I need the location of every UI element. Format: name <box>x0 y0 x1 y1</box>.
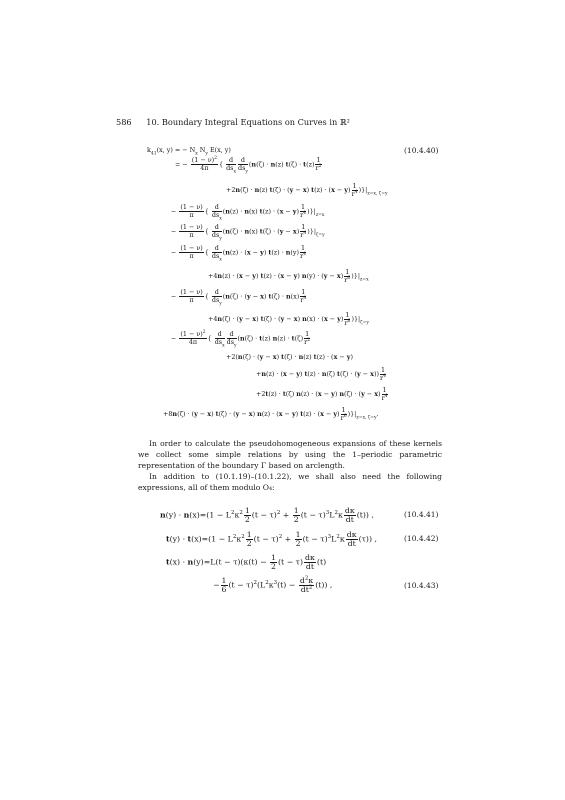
book-page: 586 10. Boundary Integral Equations on Curves in ℝ² $k_{41}(x$, y) = − $N_x$ $N_y$ E(x, y) (10.4.40) = − $\frac{(1 - \nu)^2}{4\pi}$ { $\frac{d}{ds_x}$ $\frac{d}{ds_y}$ (n(ζ) · n(z) t(ζ) · t(z) $\frac{1}{r^2}$ +2n(ζ) · n(z) t(ζ) · (y − x) t(z) · (x − y) $\frac{1}{r^4}$ )}$|_{z=x, \zeta=y}$ − $\frac{(1 - \nu)}{\pi}$ { $\frac{d}{ds_x}$ (n(z) · n(x) t(z) · (x − y) $\frac{1}{r^4}$ )}$|_{z=x}$ − $\frac{(1 - \nu)}{\pi}$ { $\frac{d}{ds_y}$ (n(ζ) · n(x) t(ζ) · (y − x) $\frac{1}{r^4}$ )}$|_{\zeta=y}$ − $\frac{(1 - \nu)}{\pi}$ { $\frac{d}{ds_x}$ (n(z) · (x − y) t(z) · n(y) $\frac{1}{r^4}$ +4n(z) · (x − y) t(z) · (x − y) n(y) · (y − x) $\frac{1}{r^6}$ )}$|_{z=x}$ − $\frac{(1 - \nu)}{\pi}$ { $\frac{d}{ds_y}$ (n(ζ) · (y − x) t(ζ) · n(x) $\frac{1}{r^4}$ +4n(ζ) · (y − x) t(ζ) · (y − x) n(x) · (x − y) $\frac{1}{r^6}$ )}$|_{\zeta=y}$ − $\frac{(1 - \nu)^2}{4\pi}$ { $\frac{d}{ds_x}$ $\frac{d}{ds_y}$ (n(ζ) · t(z) n(z) · t(ζ) $\frac{1}{r^2}$ +2(n(ζ) · (y − x) t(ζ) · n(z) t(z) · (x − y) +n(z) · (x − y) t(z) · n(ζ) t(ζ) · (y − x)) $\frac{1}{r^4}$ +2t(z) · t(ζ) n(z) · (x − y) n(ζ) · (y − x) $\frac{1}{r^4}$ +8n(ζ) · (y − x) t(ζ) · (y − x) n(z) · (x − y) t(z) · (x − y) $\frac{1}{r^6}$ )}$|_{z=x, \zeta=y}$. In order to calculate the pseudohomogeneous expansions of these kernels we collect some simple relations by using the 1–periodic parametric representation of the boundary Γ based on arclength. In addition to (10.1.19)–(10.1.22), we shall also need the following expressions, all of them modulo O₄: $n(y) \cdot n(x)=(1 - L^2\kappa^2$ $\frac{1}{2}$ $(t - \tau)^2$ + $\frac{1}{2}$ $(t - \tau)^3L^2\kappa$ $\frac{d\kappa}{dt}$ (t)) , (10.4.41) $t(y) \cdot t(x)=(1 - L^2\kappa^2$ $\frac{1}{2}$ $(t - \tau)^2$ + $\frac{1}{2}$ $(t - \tau)^3L^2\kappa$ $\frac{d\kappa}{dt}$ (τ)) , (10.4.42) t(x) · n(y)=L(t − τ)(κ(t) − $\frac{1}{2}$ (t − τ) $\frac{d\kappa}{dt}$ (t) − $\frac{1}{6}$ $(t - \tau)^2(L^2\kappa^3(t)$ − $\frac{d^2\kappa}{dt^2}$ (t)) , (10.4.43) <box>116 117 442 595</box>
eq-number-40: (10.4.40) <box>404 146 439 155</box>
eq-number-41: (10.4.41) <box>404 510 439 519</box>
eq-number-43: (10.4.43) <box>404 581 439 590</box>
page-number: 586 <box>116 117 132 127</box>
eq-number-42: (10.4.42) <box>404 534 439 543</box>
paragraph-1: In order to calculate the pseudohomogeneous expansions of these kernels we collect some simple relations by using the 1–periodic parametric representation of the boundary Γ based on arclength. <box>138 439 442 470</box>
running-header <box>116 117 350 127</box>
body-paragraph <box>138 438 442 493</box>
paragraph-2: In addition to (10.1.19)–(10.1.22), we shall also need the following expressions, all of them modulo O₄: <box>138 472 442 492</box>
chapter-title: 10. Boundary Integral Equations on Curves in ℝ² <box>146 117 350 127</box>
